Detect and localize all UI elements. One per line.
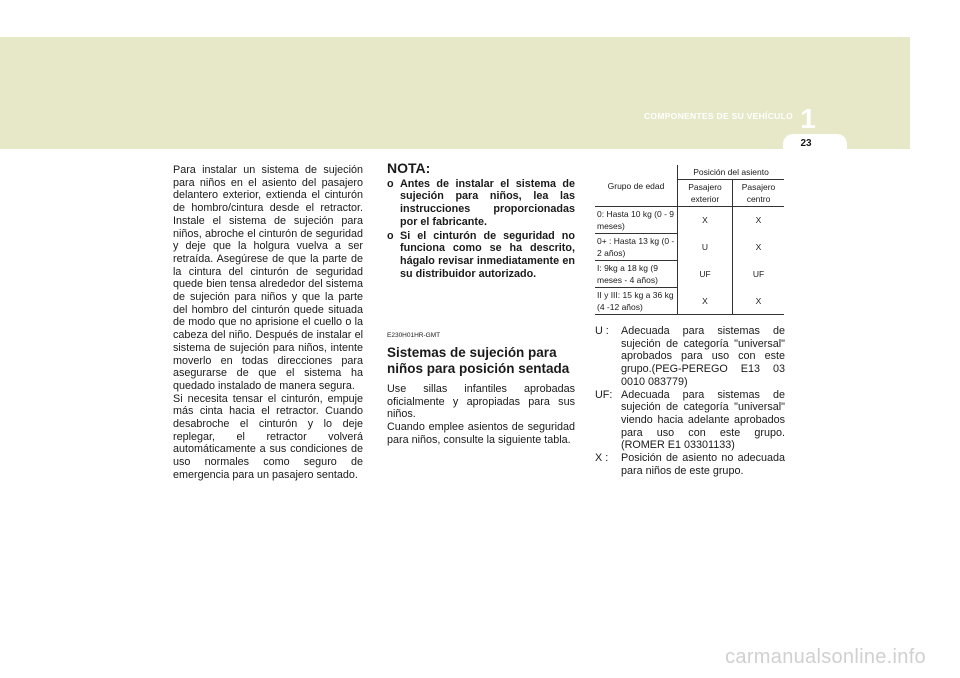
table-header-cell: Pasajero centro xyxy=(733,180,785,207)
legend-key: UF: xyxy=(595,388,613,401)
table-cell: 0: Hasta 10 kg (0 - 9 meses) xyxy=(595,207,678,234)
table-header-cell: Pasajero exterior xyxy=(678,180,733,207)
note-text: Si el cinturón de seguridad no funciona como se ha descrito, hágalo revisar inmediatamente en su distribuidor autorizado. xyxy=(400,229,575,280)
header-banner xyxy=(0,37,910,149)
left-column xyxy=(173,164,363,482)
table-row xyxy=(595,207,784,234)
paragraph: Cuando emplee asientos de seguridad para niños, consulte la siguiente tabla. xyxy=(387,421,575,446)
table-cell: II y III: 15 kg a 36 kg (4 -12 años) xyxy=(595,288,678,315)
watermark: carmanualsonline.info xyxy=(725,646,926,668)
table-cell: X xyxy=(678,288,733,315)
table-row xyxy=(595,261,784,288)
legend xyxy=(595,325,785,477)
table-row xyxy=(595,234,784,261)
section-title: Sistemas de sujeción para niños para posición sentada xyxy=(387,345,570,377)
paragraph: Use sillas infantiles aprobadas oficialmente y apropiadas para sus niños. xyxy=(387,383,575,421)
table-row xyxy=(595,288,784,315)
legend-item xyxy=(595,389,785,453)
legend-text: Posición de asiento no adecuada para niños de este grupo. xyxy=(621,452,785,477)
table-cell: X xyxy=(678,207,733,234)
middle-column xyxy=(387,162,575,447)
table-cell: X xyxy=(755,215,762,226)
table-cell: I: 9kg a 18 kg (9 meses - 4 años) xyxy=(595,261,678,288)
table-cell: UF xyxy=(752,269,765,279)
note-item xyxy=(387,178,575,229)
legend-item xyxy=(595,325,785,389)
seat-position-table xyxy=(595,165,784,315)
table-cell: X xyxy=(755,242,762,252)
table-cell: UF xyxy=(678,261,733,288)
legend-text: Adecuada para sistemas de sujeción de categoría "universal" viendo hacia adelante aprobados para uso con este grupo. (ROMER E1 03301133) xyxy=(621,388,785,452)
table-cell: X xyxy=(733,288,785,315)
bullet-marker: o xyxy=(387,177,394,190)
legend-key: U : xyxy=(595,325,609,337)
legend-text: Adecuada para sistemas de sujeción de categoría "universal" aprobados para uso con este grupo.(PEG-PEREGO E13 03 0010 083779) xyxy=(621,325,785,388)
paragraph: Si necesita tensar el cinturón, empuje más cinta hacia el retractor. Cuando desabroche el cinturón y lo deje replegar, el retractor volverá automáticamente a sus condiciones de uso normales como seguro de emergencia para un pasajero sentado. xyxy=(173,392,363,481)
section-code: E230H01HR-GMT xyxy=(387,332,441,340)
chapter-number: 1 xyxy=(800,103,816,134)
legend-key: X : xyxy=(595,452,609,465)
note-list xyxy=(387,178,575,281)
table-cell: U xyxy=(678,234,733,261)
table-header-row xyxy=(595,165,784,180)
right-column xyxy=(595,165,785,477)
table-header-cell: Grupo de edad xyxy=(595,165,678,207)
legend-item xyxy=(595,452,785,477)
bullet-marker: o xyxy=(387,229,394,242)
paragraph: Para instalar un sistema de sujeción para niños en el asiento del pasajero delantero exterior, extienda el cinturón de hombro/cintura desde el retractor. Instale el sistema de sujeción para niños, abroche el cinturón de seguridad y deje que la holgura vuelva a ser retraída. Asegúrese de que la parte de la cintura del cinturón de seguridad quede bien tensa alrededor del sistema de sujeción para niños y que la parte del hombro del cinturón quede situada de modo que no aprisione el cuello o la cabeza del niño. Después de instalar el sistema de sujeción para niños, intente moverlo en todas direcciones para asegurarse de que el sistema ha quedado instalado de manera segura. xyxy=(173,164,363,392)
chapter-title: COMPONENTES DE SU VEHÍCULO xyxy=(643,111,793,121)
table-header-cell: Posición del asiento xyxy=(678,165,785,180)
page-number: 23 xyxy=(800,138,812,149)
table-cell: 0+ : Hasta 13 kg (0 - 2 años) xyxy=(595,234,678,261)
note-text: Antes de instalar el sistema de sujeción para niños, lea las instrucciones proporcionadas por el fabricante. xyxy=(400,177,575,228)
note-item xyxy=(387,230,575,281)
note-title: NOTA: xyxy=(387,160,431,176)
